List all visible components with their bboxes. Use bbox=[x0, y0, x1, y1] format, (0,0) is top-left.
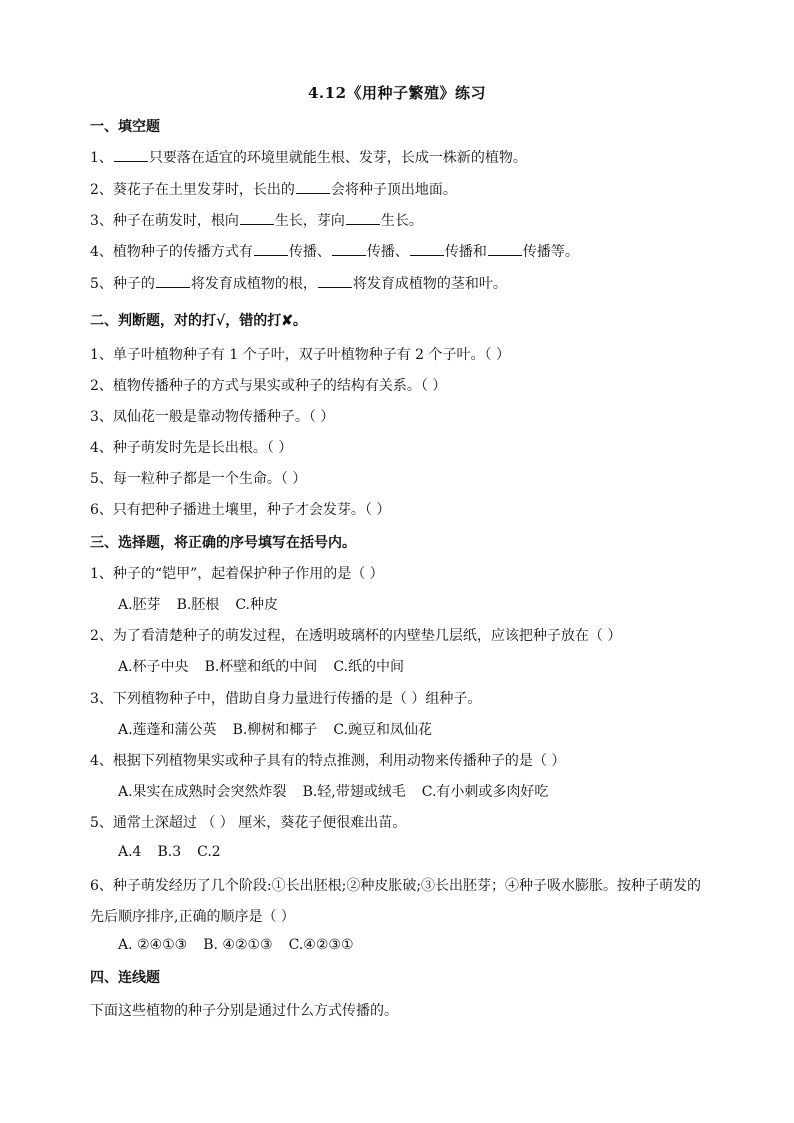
answer-blank bbox=[296, 181, 330, 194]
fill-question-2-prefix: 2、葵花子在土里发芽时，长出的 bbox=[90, 182, 295, 198]
fill-question-1-text: 只要落在适宜的环境里就能生根、发芽，长成一株新的植物。 bbox=[148, 150, 527, 166]
answer-blank bbox=[346, 212, 380, 225]
option-c: C.2 bbox=[197, 844, 221, 860]
fill-question-3-prefix: 3、种子在萌发时，根向 bbox=[90, 213, 239, 229]
judge-question-4: 4、种子萌发时先是长出根。（ ） bbox=[90, 440, 293, 456]
choice-question-4: 4、根据下列植物果实或种子具有的特点推测，利用动物来传播种子的是（ ） bbox=[90, 753, 566, 769]
option-c: C.豌豆和凤仙花 bbox=[333, 722, 432, 738]
choice-question-3: 3、下列植物种子中，借助自身力量进行传播的是（ ）组种子。 bbox=[90, 691, 482, 707]
fill-question-2-text: 会将种子顶出地面。 bbox=[330, 182, 457, 198]
judge-question-1: 1、单子叶植物种子有 1 个子叶，双子叶植物种子有 2 个子叶。（ ） bbox=[90, 347, 510, 363]
judge-question-6: 6、只有把种子播进土壤里，种子才会发芽。（ ） bbox=[90, 502, 391, 518]
section-fill-in-heading: 一、填空题 bbox=[90, 119, 160, 135]
option-b: B.轻,带翅或绒毛 bbox=[302, 784, 406, 800]
choice-question-1: 1、种子的“铠甲”，起着保护种子作用的是（ ） bbox=[90, 566, 384, 582]
option-b: B. ④②①③ bbox=[203, 937, 273, 953]
judge-question-2: 2、植物传播种子的方式与果实或种子的结构有关系。（ ） bbox=[90, 378, 447, 394]
page-title: 4.12《用种子繁殖》练习 bbox=[307, 84, 487, 102]
answer-blank bbox=[318, 275, 352, 288]
answer-blank bbox=[254, 243, 288, 256]
option-a: A.4 bbox=[118, 844, 142, 860]
answer-blank bbox=[156, 275, 190, 288]
choice-question-5-options bbox=[118, 844, 237, 860]
fill-question-3 bbox=[90, 210, 423, 230]
option-a: A.果实在成熟时会突然炸裂 bbox=[118, 784, 287, 800]
answer-blank bbox=[488, 243, 522, 256]
choice-question-6-continued: 先后顺序排序,正确的顺序是（ ） bbox=[90, 909, 295, 925]
judge-question-5: 5、每一粒种子都是一个生命。（ ） bbox=[90, 471, 307, 487]
choice-question-1-options bbox=[118, 594, 294, 614]
fill-question-5 bbox=[90, 273, 507, 293]
fill-question-1 bbox=[90, 147, 527, 167]
fill-question-5-end: 将发育成植物的茎和叶。 bbox=[352, 276, 507, 292]
fill-question-4-part-d: 传播和 bbox=[444, 244, 487, 260]
fill-question-4-part-b: 传播、 bbox=[288, 244, 331, 260]
fill-question-4 bbox=[90, 241, 579, 261]
choice-question-2-options bbox=[118, 656, 420, 676]
option-b: B.胚根 bbox=[176, 597, 220, 613]
fill-question-5-mid: 将发育成植物的根， bbox=[190, 276, 317, 292]
matching-instructions: 下面这些植物的种子分别是通过什么方式传播的。 bbox=[90, 1003, 398, 1019]
option-a: A. ②④①③ bbox=[118, 937, 188, 953]
fill-question-3-mid: 生长，芽向 bbox=[274, 213, 345, 229]
section-judge-heading: 二、判断题，对的打√，错的打✘。 bbox=[90, 313, 307, 329]
fill-question-2 bbox=[90, 179, 457, 199]
choice-question-6-options bbox=[118, 937, 370, 953]
judge-question-3: 3、凤仙花一般是靠动物传播种子。（ ） bbox=[90, 409, 335, 425]
fill-question-4-part-c: 传播、 bbox=[366, 244, 409, 260]
answer-blank bbox=[410, 243, 444, 256]
fill-question-4-part-e: 传播等。 bbox=[522, 244, 579, 260]
choice-question-4-options bbox=[118, 781, 564, 801]
answer-blank bbox=[114, 149, 148, 162]
fill-question-5-prefix: 5、种子的 bbox=[90, 276, 155, 292]
option-c: C.纸的中间 bbox=[333, 659, 404, 675]
option-b: B.3 bbox=[157, 844, 182, 860]
answer-blank bbox=[332, 243, 366, 256]
section-choice-heading: 三、选择题，将正确的序号填写在括号内。 bbox=[90, 535, 356, 551]
option-a: A.莲蓬和蒲公英 bbox=[118, 722, 217, 738]
fill-question-3-end: 生长。 bbox=[380, 213, 423, 229]
option-a: A.杯子中央 bbox=[118, 659, 189, 675]
option-a: A.胚芽 bbox=[118, 597, 161, 613]
choice-question-2: 2、为了看清楚种子的萌发过程，在透明玻璃杯的内壁垫几层纸，应该把种子放在（ ） bbox=[90, 628, 622, 644]
choice-question-3-options bbox=[118, 719, 448, 739]
option-b: B.柳树和椰子 bbox=[232, 722, 318, 738]
option-c: C.④②③① bbox=[288, 937, 354, 953]
option-c: C.有小刺或多肉好吃 bbox=[421, 784, 549, 800]
choice-question-5: 5、通常土深超过 （ ） 厘米，葵花子便很难出苗。 bbox=[90, 815, 407, 831]
fill-question-4-prefix: 4、植物种子的传播方式有 bbox=[90, 244, 253, 260]
choice-question-6: 6、种子萌发经历了几个阶段:①长出胚根;②种皮胀破;③长出胚芽；④种子吸水膨胀。按种子萌发的 bbox=[90, 878, 702, 894]
option-c: C.种皮 bbox=[235, 597, 278, 613]
option-b: B.杯壁和纸的中间 bbox=[204, 659, 318, 675]
section-matching-heading: 四、连线题 bbox=[90, 970, 160, 986]
fill-question-1-prefix: 1、 bbox=[90, 150, 113, 166]
answer-blank bbox=[240, 212, 274, 225]
